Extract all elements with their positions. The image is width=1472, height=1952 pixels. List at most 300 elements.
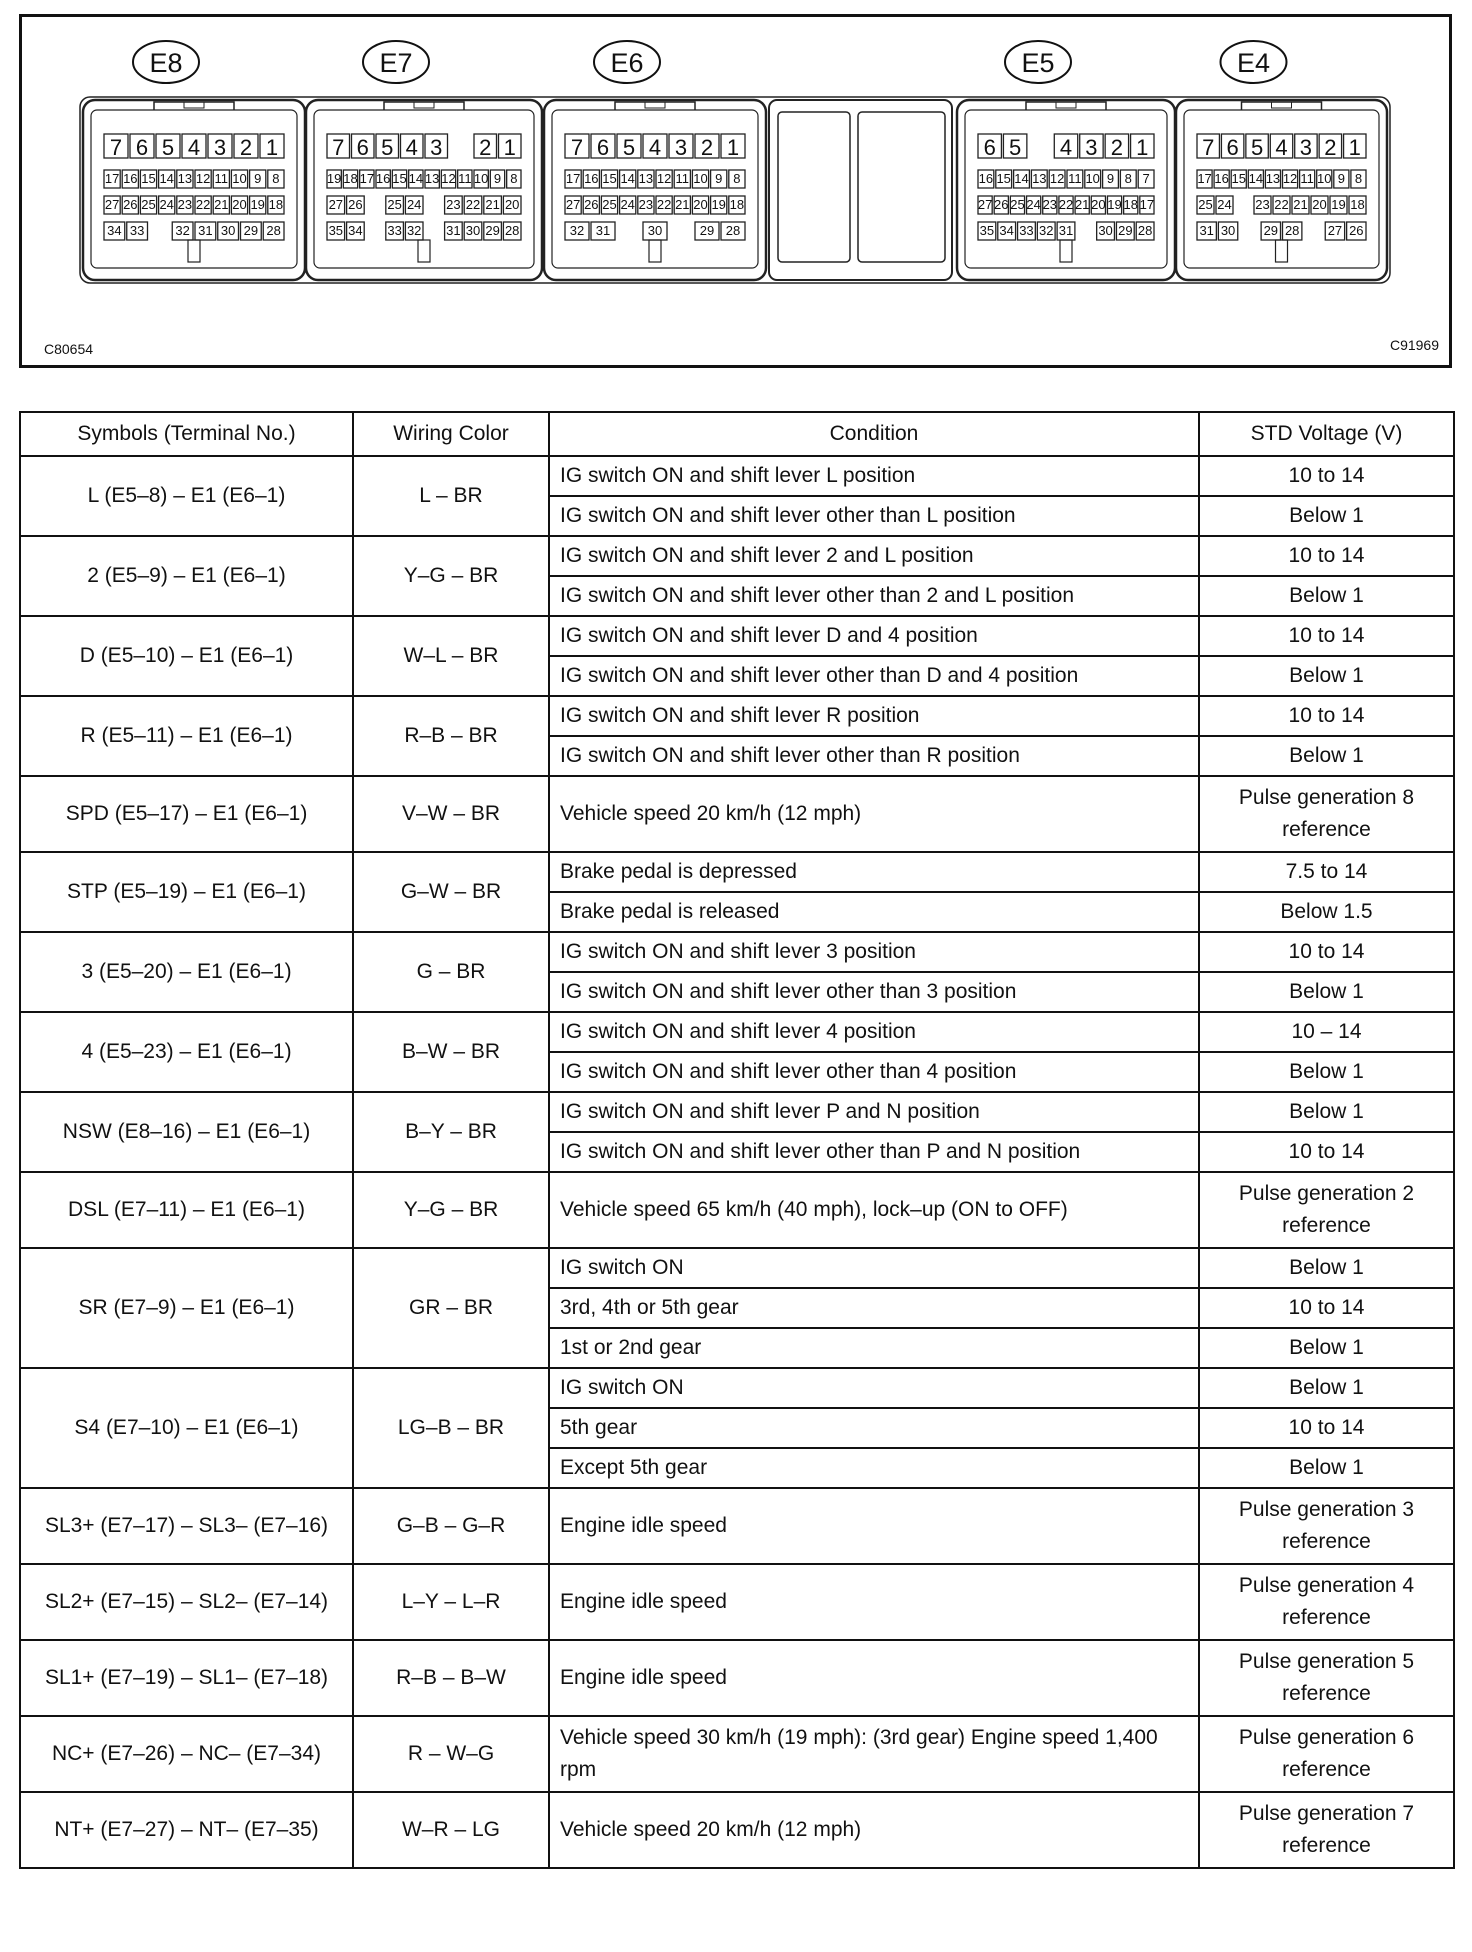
blank-slot xyxy=(778,112,850,262)
voltage-cell: Below 1 xyxy=(1199,736,1454,776)
pin-number: 6 xyxy=(1226,135,1239,160)
pin-number: 25 xyxy=(1010,197,1025,212)
symbol-cell: 3 (E5–20) – E1 (E6–1) xyxy=(20,932,353,1012)
pin-number: 17 xyxy=(1139,197,1155,212)
condition-cell: Except 5th gear xyxy=(549,1448,1199,1488)
pin-number: 34 xyxy=(999,223,1014,238)
header-wiring-color: Wiring Color xyxy=(353,412,549,456)
condition-cell: Vehicle speed 30 km/h (19 mph): (3rd gear) Engine speed 1,400 rpm xyxy=(549,1716,1199,1792)
table-row xyxy=(20,696,1454,736)
pin-number: 16 xyxy=(123,171,138,186)
symbol-cell: 4 (E5–23) – E1 (E6–1) xyxy=(20,1012,353,1092)
table-row xyxy=(20,1368,1454,1408)
pin-number: 12 xyxy=(1282,171,1298,186)
pin-number: 11 xyxy=(675,171,690,186)
voltage-cell: 10 to 14 xyxy=(1199,456,1454,496)
pin-number: 31 xyxy=(446,223,461,238)
pin-number: 3 xyxy=(430,135,443,160)
pin-number: 14 xyxy=(620,171,635,186)
condition-cell: IG switch ON and shift lever 4 position xyxy=(549,1012,1199,1052)
pin-number: 20 xyxy=(693,197,708,212)
connector-label: E5 xyxy=(1021,48,1055,78)
wiring-color-cell: L–Y – L–R xyxy=(353,1564,549,1640)
pin-number: 1 xyxy=(726,135,740,160)
pin-number: 31 xyxy=(1199,223,1214,238)
table-row xyxy=(20,1012,1454,1052)
pin-number: 15 xyxy=(602,171,617,186)
table-row xyxy=(20,1564,1454,1640)
condition-cell: IG switch ON and shift lever other than R position xyxy=(549,736,1199,776)
pin-number: 6 xyxy=(356,135,369,160)
pin-number: 8 xyxy=(510,171,518,186)
pin-number: 28 xyxy=(725,223,741,238)
pin-number: 16 xyxy=(375,171,391,186)
header-symbols: Symbols (Terminal No.) xyxy=(20,412,353,456)
symbol-cell: SPD (E5–17) – E1 (E6–1) xyxy=(20,776,353,852)
pin-number: 24 xyxy=(406,197,422,212)
voltage-cell: Below 1 xyxy=(1199,1328,1454,1368)
condition-cell: IG switch ON and shift lever other than 2 and L position xyxy=(549,576,1199,616)
pin-number: 33 xyxy=(1019,223,1034,238)
pin-number: 20 xyxy=(504,197,520,212)
pin-number: 29 xyxy=(485,223,500,238)
pin-number: 15 xyxy=(141,171,156,186)
connector-diagram xyxy=(19,14,1452,368)
wiring-color-cell: R–B – BR xyxy=(353,696,549,776)
pin-number: 22 xyxy=(656,197,672,212)
pin-number: 5 xyxy=(381,135,394,160)
pin-number: 34 xyxy=(107,223,122,238)
pin-number: 2 xyxy=(1110,135,1123,160)
table-row xyxy=(20,1792,1454,1868)
terminal-voltage-table xyxy=(19,411,1455,1869)
pin-number: 32 xyxy=(1038,223,1054,238)
pin-number: 31 xyxy=(198,223,213,238)
voltage-cell: 10 to 14 xyxy=(1199,696,1454,736)
pin-number: 18 xyxy=(1350,197,1365,212)
wiring-color-cell: W–R – LG xyxy=(353,1792,549,1868)
symbol-cell: NT+ (E7–27) – NT– (E7–35) xyxy=(20,1792,353,1868)
pin-number: 4 xyxy=(1059,135,1073,160)
wiring-color-cell: G–B – G–R xyxy=(353,1488,549,1564)
connector-base-outline xyxy=(80,97,1390,283)
condition-cell: IG switch ON and shift lever other than P and N position xyxy=(549,1132,1199,1172)
voltage-cell: Pulse generation 5 reference xyxy=(1199,1640,1454,1716)
condition-cell: 3rd, 4th or 5th gear xyxy=(549,1288,1199,1328)
pin-number: 28 xyxy=(1284,223,1300,238)
pin-number: 32 xyxy=(406,223,422,238)
pin-number: 31 xyxy=(1058,223,1074,238)
pin-number: 20 xyxy=(1091,197,1106,212)
wiring-color-cell: W–L – BR xyxy=(353,616,549,696)
table-row xyxy=(20,1488,1454,1564)
pin-number: 9 xyxy=(1337,171,1345,186)
symbol-cell: L (E5–8) – E1 (E6–1) xyxy=(20,456,353,536)
pin-number: 25 xyxy=(387,197,402,212)
symbol-cell: SL3+ (E7–17) – SL3– (E7–16) xyxy=(20,1488,353,1564)
pin-number: 12 xyxy=(441,171,456,186)
pin-number: 23 xyxy=(1255,197,1270,212)
pin-number: 27 xyxy=(104,197,120,212)
symbol-cell: SL1+ (E7–19) – SL1– (E7–18) xyxy=(20,1640,353,1716)
condition-cell: IG switch ON and shift lever other than L position xyxy=(549,496,1199,536)
pin-number: 13 xyxy=(177,171,193,186)
pin-number: 26 xyxy=(584,197,599,212)
symbol-cell: SR (E7–9) – E1 (E6–1) xyxy=(20,1248,353,1368)
table-row xyxy=(20,536,1454,576)
table-row xyxy=(20,616,1454,656)
pin-number: 18 xyxy=(343,171,358,186)
wiring-color-cell: B–W – BR xyxy=(353,1012,549,1092)
pin-number: 21 xyxy=(485,197,500,212)
pin-number: 23 xyxy=(1042,197,1058,212)
latch-key xyxy=(1056,102,1076,108)
pin-number: 22 xyxy=(1274,197,1289,212)
pin-number: 21 xyxy=(1074,197,1090,212)
blank-slot xyxy=(858,112,945,262)
table-row xyxy=(20,456,1454,496)
pin-number: 3 xyxy=(1299,135,1313,160)
pin-number: 29 xyxy=(1263,223,1279,238)
pin-number: 19 xyxy=(326,171,342,186)
pin-number: 1 xyxy=(265,135,279,160)
pin-number: 13 xyxy=(1032,171,1047,186)
pin-number: 35 xyxy=(979,223,995,238)
pin-number: 19 xyxy=(1331,197,1346,212)
pin-number: 19 xyxy=(250,197,265,212)
voltage-cell: 10 to 14 xyxy=(1199,616,1454,656)
pin-number: 4 xyxy=(648,135,662,160)
table-header-row xyxy=(20,412,1454,456)
connector-label: E4 xyxy=(1236,48,1271,78)
pin-number: 19 xyxy=(711,197,726,212)
pin-number: 25 xyxy=(1198,197,1213,212)
pin-number: 11 xyxy=(1300,171,1314,186)
wiring-color-cell: R–B – B–W xyxy=(353,1640,549,1716)
condition-cell: IG switch ON and shift lever D and 4 position xyxy=(549,616,1199,656)
pin-number: 25 xyxy=(602,197,617,212)
pin-number: 4 xyxy=(1275,135,1288,160)
wiring-color-cell: B–Y – BR xyxy=(353,1092,549,1172)
voltage-cell: Below 1 xyxy=(1199,496,1454,536)
symbol-cell: 2 (E5–9) – E1 (E6–1) xyxy=(20,536,353,616)
pin-number: 1 xyxy=(503,135,516,160)
pin-number: 4 xyxy=(405,135,418,160)
condition-cell: Engine idle speed xyxy=(549,1488,1199,1564)
pin-number: 12 xyxy=(195,171,211,186)
pin-number: 7 xyxy=(109,135,123,160)
pin-number: 11 xyxy=(1068,171,1082,186)
pin-number: 30 xyxy=(1220,223,1236,238)
pin-number: 10 xyxy=(473,171,489,186)
symbol-cell: D (E5–10) – E1 (E6–1) xyxy=(20,616,353,696)
pin-number: 2 xyxy=(479,135,492,160)
pin-number: 2 xyxy=(1324,135,1337,160)
pin-number: 13 xyxy=(424,171,440,186)
pin-number: 34 xyxy=(348,223,363,238)
pin-number: 2 xyxy=(700,135,714,160)
condition-cell: IG switch ON and shift lever other than 3 position xyxy=(549,972,1199,1012)
connector-body xyxy=(544,100,766,280)
pin-number: 10 xyxy=(1317,171,1332,186)
pin-number: 2 xyxy=(239,135,253,160)
condition-cell: Engine idle speed xyxy=(549,1564,1199,1640)
pin-number: 20 xyxy=(1312,197,1327,212)
pin-number: 12 xyxy=(656,171,672,186)
table-row xyxy=(20,932,1454,972)
pin-number: 18 xyxy=(268,197,284,212)
condition-cell: Vehicle speed 20 km/h (12 mph) xyxy=(549,776,1199,852)
voltage-cell: 7.5 to 14 xyxy=(1199,852,1454,892)
symbol-cell: S4 (E7–10) – E1 (E6–1) xyxy=(20,1368,353,1488)
condition-cell: Vehicle speed 65 km/h (40 mph), lock–up (ON to OFF) xyxy=(549,1172,1199,1248)
pin-number: 7 xyxy=(1142,171,1150,186)
pin-number: 6 xyxy=(596,135,610,160)
pin-number: 12 xyxy=(1049,171,1065,186)
wiring-color-cell: R – W–G xyxy=(353,1716,549,1792)
voltage-cell: Below 1 xyxy=(1199,1448,1454,1488)
connector-latch xyxy=(154,102,234,110)
connector-key-slot xyxy=(188,240,200,262)
connector-label: E7 xyxy=(379,48,413,78)
pin-number: 24 xyxy=(1217,197,1232,212)
pin-number: 30 xyxy=(220,223,236,238)
pin-number: 10 xyxy=(693,171,708,186)
pin-number: 21 xyxy=(675,197,690,212)
pin-number: 14 xyxy=(1248,171,1264,186)
pin-number: 32 xyxy=(569,223,585,238)
pin-number: 3 xyxy=(674,135,688,160)
condition-cell: IG switch ON and shift lever R position xyxy=(549,696,1199,736)
pin-number: 17 xyxy=(359,171,375,186)
condition-cell: Vehicle speed 20 km/h (12 mph) xyxy=(549,1792,1199,1868)
pin-number: 8 xyxy=(1124,171,1132,186)
pin-number: 4 xyxy=(187,135,201,160)
voltage-cell: Below 1 xyxy=(1199,1248,1454,1288)
blank-block xyxy=(769,100,952,280)
pin-number: 29 xyxy=(699,223,715,238)
pin-number: 7 xyxy=(570,135,584,160)
pin-number: 15 xyxy=(1231,171,1246,186)
pin-number: 24 xyxy=(1026,197,1041,212)
pin-number: 8 xyxy=(1354,171,1363,186)
condition-cell: IG switch ON and shift lever other than D and 4 position xyxy=(549,656,1199,696)
pin-number: 14 xyxy=(1014,171,1029,186)
pin-number: 32 xyxy=(175,223,190,238)
wiring-color-cell: Y–G – BR xyxy=(353,1172,549,1248)
connector-drawing xyxy=(22,17,1449,365)
pin-number: 10 xyxy=(232,171,247,186)
table-row xyxy=(20,1172,1454,1248)
latch-key xyxy=(1272,102,1292,108)
symbol-cell: SL2+ (E7–15) – SL2– (E7–14) xyxy=(20,1564,353,1640)
table-body xyxy=(20,456,1454,1868)
pin-number: 29 xyxy=(1118,223,1133,238)
pin-number: 26 xyxy=(994,197,1009,212)
connector-body xyxy=(1176,100,1387,280)
table-row xyxy=(20,1716,1454,1792)
pin-number: 33 xyxy=(387,223,402,238)
pin-number: 31 xyxy=(595,223,611,238)
header-condition: Condition xyxy=(549,412,1199,456)
pin-number: 5 xyxy=(1009,135,1022,160)
pin-number: 21 xyxy=(1293,197,1308,212)
pin-number: 23 xyxy=(177,197,193,212)
voltage-cell: 10 to 14 xyxy=(1199,1288,1454,1328)
pin-number: 18 xyxy=(729,197,745,212)
table-row xyxy=(20,1248,1454,1288)
figure-code-left: C80654 xyxy=(44,341,94,357)
condition-cell: IG switch ON and shift lever other than 4 position xyxy=(549,1052,1199,1092)
voltage-cell: Pulse generation 2 reference xyxy=(1199,1172,1454,1248)
pin-number: 10 xyxy=(1085,171,1100,186)
pin-number: 35 xyxy=(328,223,344,238)
pin-number: 25 xyxy=(141,197,156,212)
pin-number: 16 xyxy=(978,171,994,186)
symbol-cell: NSW (E8–16) – E1 (E6–1) xyxy=(20,1092,353,1172)
wiring-color-cell: GR – BR xyxy=(353,1248,549,1368)
pin-number: 15 xyxy=(392,171,407,186)
connector-latch xyxy=(615,102,695,110)
pin-number: 5 xyxy=(1250,135,1264,160)
voltage-cell: 10 to 14 xyxy=(1199,536,1454,576)
pin-number: 14 xyxy=(159,171,174,186)
pin-number: 26 xyxy=(123,197,138,212)
pin-number: 22 xyxy=(1058,197,1074,212)
pin-number: 15 xyxy=(996,171,1011,186)
pin-number: 17 xyxy=(1197,171,1212,186)
pin-number: 17 xyxy=(565,171,581,186)
voltage-cell: 10 to 14 xyxy=(1199,1408,1454,1448)
pin-number: 13 xyxy=(1265,171,1281,186)
pin-number: 24 xyxy=(159,197,174,212)
connector-body xyxy=(306,100,542,280)
table-row xyxy=(20,1092,1454,1132)
condition-cell: IG switch ON and shift lever 3 position xyxy=(549,932,1199,972)
pin-number: 8 xyxy=(272,171,280,186)
table-row xyxy=(20,852,1454,892)
connector-latch xyxy=(1026,102,1106,110)
latch-key xyxy=(645,102,665,108)
pin-number: 6 xyxy=(135,135,149,160)
wiring-color-cell: G – BR xyxy=(353,932,549,1012)
connector-key-slot xyxy=(649,240,661,262)
connector-key-slot xyxy=(1060,240,1072,262)
condition-cell: IG switch ON and shift lever L position xyxy=(549,456,1199,496)
pin-number: 9 xyxy=(715,171,723,186)
pin-number: 26 xyxy=(1349,223,1364,238)
table-row xyxy=(20,776,1454,852)
pin-number: 22 xyxy=(195,197,211,212)
pin-number: 16 xyxy=(1214,171,1229,186)
pin-number: 23 xyxy=(638,197,654,212)
latch-key xyxy=(184,102,204,108)
voltage-cell: Below 1 xyxy=(1199,576,1454,616)
pin-number: 27 xyxy=(977,197,993,212)
voltage-cell: Below 1 xyxy=(1199,972,1454,1012)
voltage-cell: Below 1 xyxy=(1199,656,1454,696)
pin-number: 21 xyxy=(214,197,229,212)
connector-latch xyxy=(384,102,464,110)
voltage-cell: 10 to 14 xyxy=(1199,932,1454,972)
voltage-cell: Pulse generation 7 reference xyxy=(1199,1792,1454,1868)
pin-number: 9 xyxy=(1106,171,1115,186)
pin-number: 33 xyxy=(129,223,145,238)
condition-cell: IG switch ON xyxy=(549,1248,1199,1288)
pin-number: 27 xyxy=(328,197,344,212)
header-std-voltage: STD Voltage (V) xyxy=(1199,412,1454,456)
pin-number: 30 xyxy=(1098,223,1113,238)
pin-number: 11 xyxy=(214,171,229,186)
pin-number: 3 xyxy=(1085,135,1098,160)
condition-cell: IG switch ON and shift lever 2 and L position xyxy=(549,536,1199,576)
voltage-cell: 10 to 14 xyxy=(1199,1132,1454,1172)
connector-body xyxy=(957,100,1175,280)
condition-cell: Engine idle speed xyxy=(549,1640,1199,1716)
connector-key-slot xyxy=(1276,240,1288,262)
connector-label: E6 xyxy=(610,48,644,78)
condition-cell: IG switch ON xyxy=(549,1368,1199,1408)
wiring-color-cell: L – BR xyxy=(353,456,549,536)
pin-number: 6 xyxy=(983,135,996,160)
voltage-cell: Pulse generation 3 reference xyxy=(1199,1488,1454,1564)
voltage-cell: Pulse generation 4 reference xyxy=(1199,1564,1454,1640)
condition-cell: Brake pedal is depressed xyxy=(549,852,1199,892)
connector-key-slot xyxy=(418,240,430,262)
condition-cell: 1st or 2nd gear xyxy=(549,1328,1199,1368)
symbol-cell: STP (E5–19) – E1 (E6–1) xyxy=(20,852,353,932)
pin-number: 22 xyxy=(465,197,481,212)
pin-number: 18 xyxy=(1123,197,1138,212)
connector-body xyxy=(83,100,305,280)
pin-number: 5 xyxy=(161,135,175,160)
connector-latch xyxy=(1242,102,1322,110)
symbol-cell: DSL (E7–11) – E1 (E6–1) xyxy=(20,1172,353,1248)
wiring-color-cell: V–W – BR xyxy=(353,776,549,852)
condition-cell: Brake pedal is released xyxy=(549,892,1199,932)
voltage-cell: Below 1 xyxy=(1199,1052,1454,1092)
voltage-cell: Pulse generation 6 reference xyxy=(1199,1716,1454,1792)
pin-number: 16 xyxy=(584,171,599,186)
pin-number: 23 xyxy=(446,197,461,212)
pin-number: 1 xyxy=(1136,135,1149,160)
symbol-cell: R (E5–11) – E1 (E6–1) xyxy=(20,696,353,776)
voltage-cell: Below 1 xyxy=(1199,1368,1454,1408)
condition-cell: 5th gear xyxy=(549,1408,1199,1448)
pin-number: 5 xyxy=(622,135,636,160)
pin-number: 26 xyxy=(348,197,363,212)
pin-number: 20 xyxy=(232,197,247,212)
pin-number: 28 xyxy=(266,223,281,238)
pin-number: 14 xyxy=(408,171,424,186)
pin-number: 28 xyxy=(504,223,520,238)
table-row xyxy=(20,1640,1454,1716)
voltage-cell: Below 1 xyxy=(1199,1092,1454,1132)
latch-key xyxy=(414,102,434,108)
wiring-color-cell: Y–G – BR xyxy=(353,536,549,616)
connector-label: E8 xyxy=(149,48,183,78)
pin-number: 11 xyxy=(458,171,472,186)
pin-number: 28 xyxy=(1137,223,1153,238)
pin-number: 13 xyxy=(638,171,654,186)
voltage-cell: 10 – 14 xyxy=(1199,1012,1454,1052)
pin-number: 3 xyxy=(213,135,227,160)
voltage-cell: Below 1.5 xyxy=(1199,892,1454,932)
voltage-cell: Pulse generation 8 reference xyxy=(1199,776,1454,852)
pin-number: 9 xyxy=(493,171,502,186)
pin-number: 30 xyxy=(465,223,481,238)
pin-number: 7 xyxy=(332,135,345,160)
